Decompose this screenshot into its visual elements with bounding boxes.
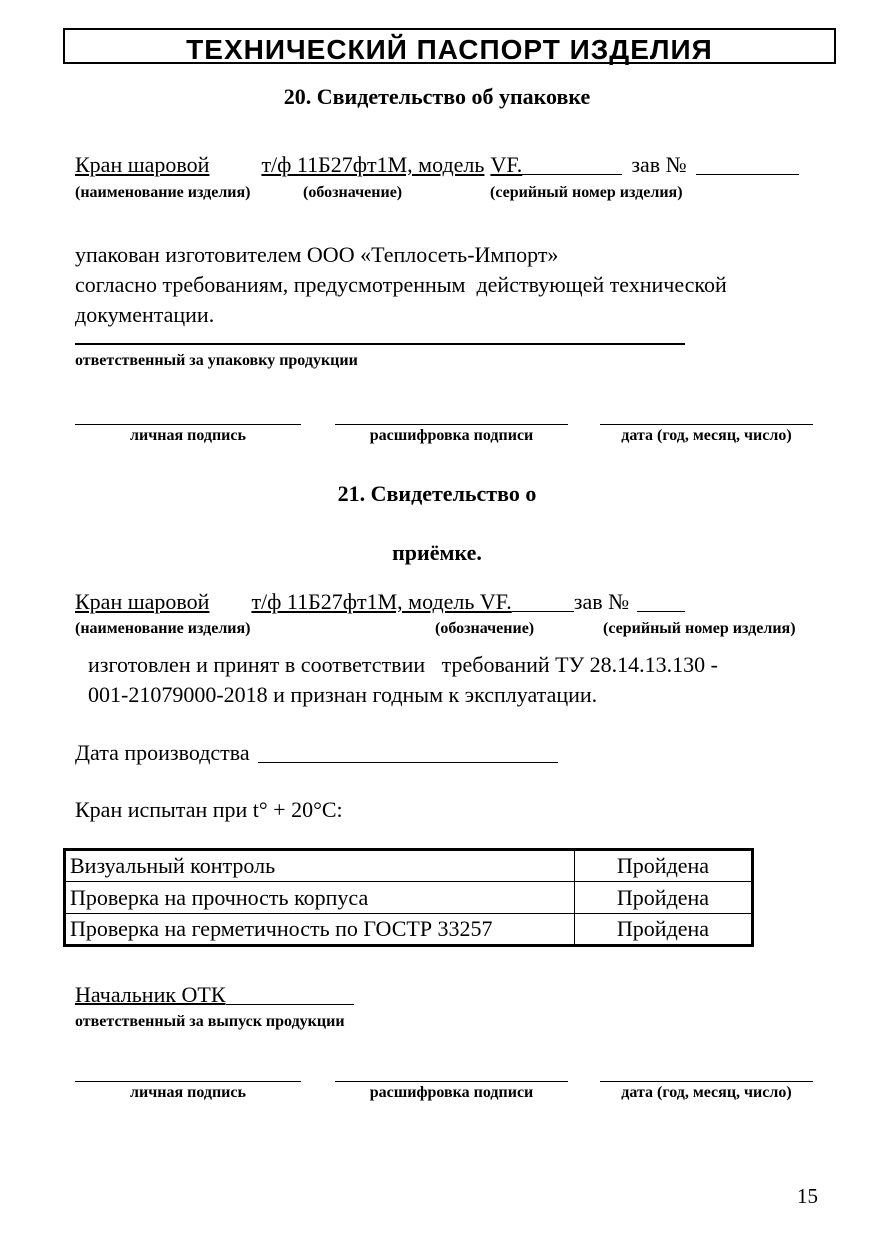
signature-label-date: дата (год, месяц, число) (621, 427, 792, 444)
table-row (65, 850, 753, 882)
product-name: Кран шаровой (75, 589, 210, 614)
document-title: ТЕХНИЧЕСКИЙ ПАСПОРТ ИЗДЕЛИЯ (186, 34, 713, 65)
product-designation: т/ф 11Б27фт1М, модель (261, 152, 485, 177)
signature-label-transcript: расшифровка подписи (369, 427, 534, 444)
serial-number-label: зав № (631, 152, 687, 177)
check-result-cell: Пройдена (575, 882, 753, 914)
packing-paragraph-line: упакован изготовителем ООО «Теплосеть-Импорт» (75, 242, 559, 267)
field-label-name: (наименование изделия) (75, 620, 251, 637)
acceptance-paragraph (88, 650, 838, 710)
release-responsible-label: ответственный за выпуск продукции (75, 1013, 345, 1030)
serial-number-blank (637, 611, 685, 612)
check-name-cell: Визуальный контроль (65, 850, 575, 882)
product-name: Кран шаровой (75, 152, 210, 177)
product-model: VF. (490, 152, 523, 177)
signature-line-blank (600, 1064, 813, 1082)
product-line-acceptance (75, 589, 685, 615)
signature-line-blank (335, 407, 568, 425)
signature-label-personal: личная подпись (130, 1084, 246, 1101)
page-number: 15 (797, 1184, 818, 1208)
signature-label-personal: личная подпись (130, 427, 246, 444)
signature-col-transcript (335, 1064, 568, 1102)
signature-line-blank (75, 407, 301, 425)
acceptance-paragraph-line: 001-21079000-2018 и признан годным к эксплуатации. (88, 682, 598, 707)
table-row (65, 914, 753, 946)
table-row (65, 882, 753, 914)
section-21-heading-line2: приёмке. (392, 540, 482, 565)
section-21-heading-line1: 21. Свидетельство о (337, 481, 537, 506)
production-date-row (75, 740, 558, 766)
signature-line-blank (75, 1064, 301, 1082)
field-label-name: (наименование изделия) (75, 184, 251, 201)
check-name-cell: Проверка на прочность корпуса (65, 882, 575, 914)
model-blank (512, 611, 574, 612)
signature-col-personal (75, 1064, 301, 1102)
signature-label-transcript: расшифровка подписи (369, 1084, 534, 1101)
check-name-cell: Проверка на герметичность по ГОСТР 33257 (65, 914, 575, 946)
document-title-box (63, 28, 836, 64)
model-blank (522, 174, 622, 175)
signature-label-date: дата (год, месяц, число) (621, 1084, 792, 1101)
otk-chief-row (75, 982, 354, 1008)
field-label-designation: (обозначение) (303, 184, 403, 201)
production-date-label: Дата производства (75, 740, 250, 765)
signature-col-date (600, 1064, 813, 1102)
packing-paragraph-line: документации. (75, 302, 215, 327)
product-line-packing (75, 152, 799, 178)
test-conditions-text: Кран испытан при t° + 20°С: (75, 797, 343, 822)
field-label-designation: (обозначение) (435, 620, 535, 637)
signature-row-packing (0, 407, 874, 455)
packing-responsible-signature-line (75, 331, 685, 345)
field-labels-row (75, 184, 835, 204)
acceptance-paragraph-line: изготовлен и принят в соответствии требований ТУ 28.14.13.130 - (88, 652, 718, 677)
signature-col-transcript (335, 407, 568, 445)
field-label-serial: (серийный номер изделия) (490, 184, 683, 201)
signature-col-date (600, 407, 813, 445)
signature-line-blank (600, 407, 813, 425)
serial-number-label: зав № (573, 589, 630, 614)
production-date-blank (258, 762, 558, 763)
packing-paragraph-line: согласно требованиям, предусмотренным действующей технической (75, 272, 727, 297)
signature-line-blank (335, 1064, 568, 1082)
field-label-serial: (серийный номер изделия) (603, 620, 796, 637)
check-result-cell: Пройдена (575, 914, 753, 946)
inspection-table (63, 848, 754, 947)
otk-chief-label: Начальник ОТК (75, 982, 226, 1007)
signature-col-personal (75, 407, 301, 445)
signature-row-acceptance (0, 1064, 874, 1112)
serial-number-blank (696, 174, 799, 175)
packing-responsible-label: ответственный за упаковку продукции (75, 352, 358, 369)
otk-chief-blank (226, 1004, 354, 1005)
packing-paragraph (75, 240, 840, 330)
product-designation-model: т/ф 11Б27фт1М, модель VF. (251, 589, 512, 614)
section-20-heading: 20. Свидетельство об упаковке (283, 84, 591, 109)
check-result-cell: Пройдена (575, 850, 753, 882)
field-labels-row (75, 620, 835, 640)
